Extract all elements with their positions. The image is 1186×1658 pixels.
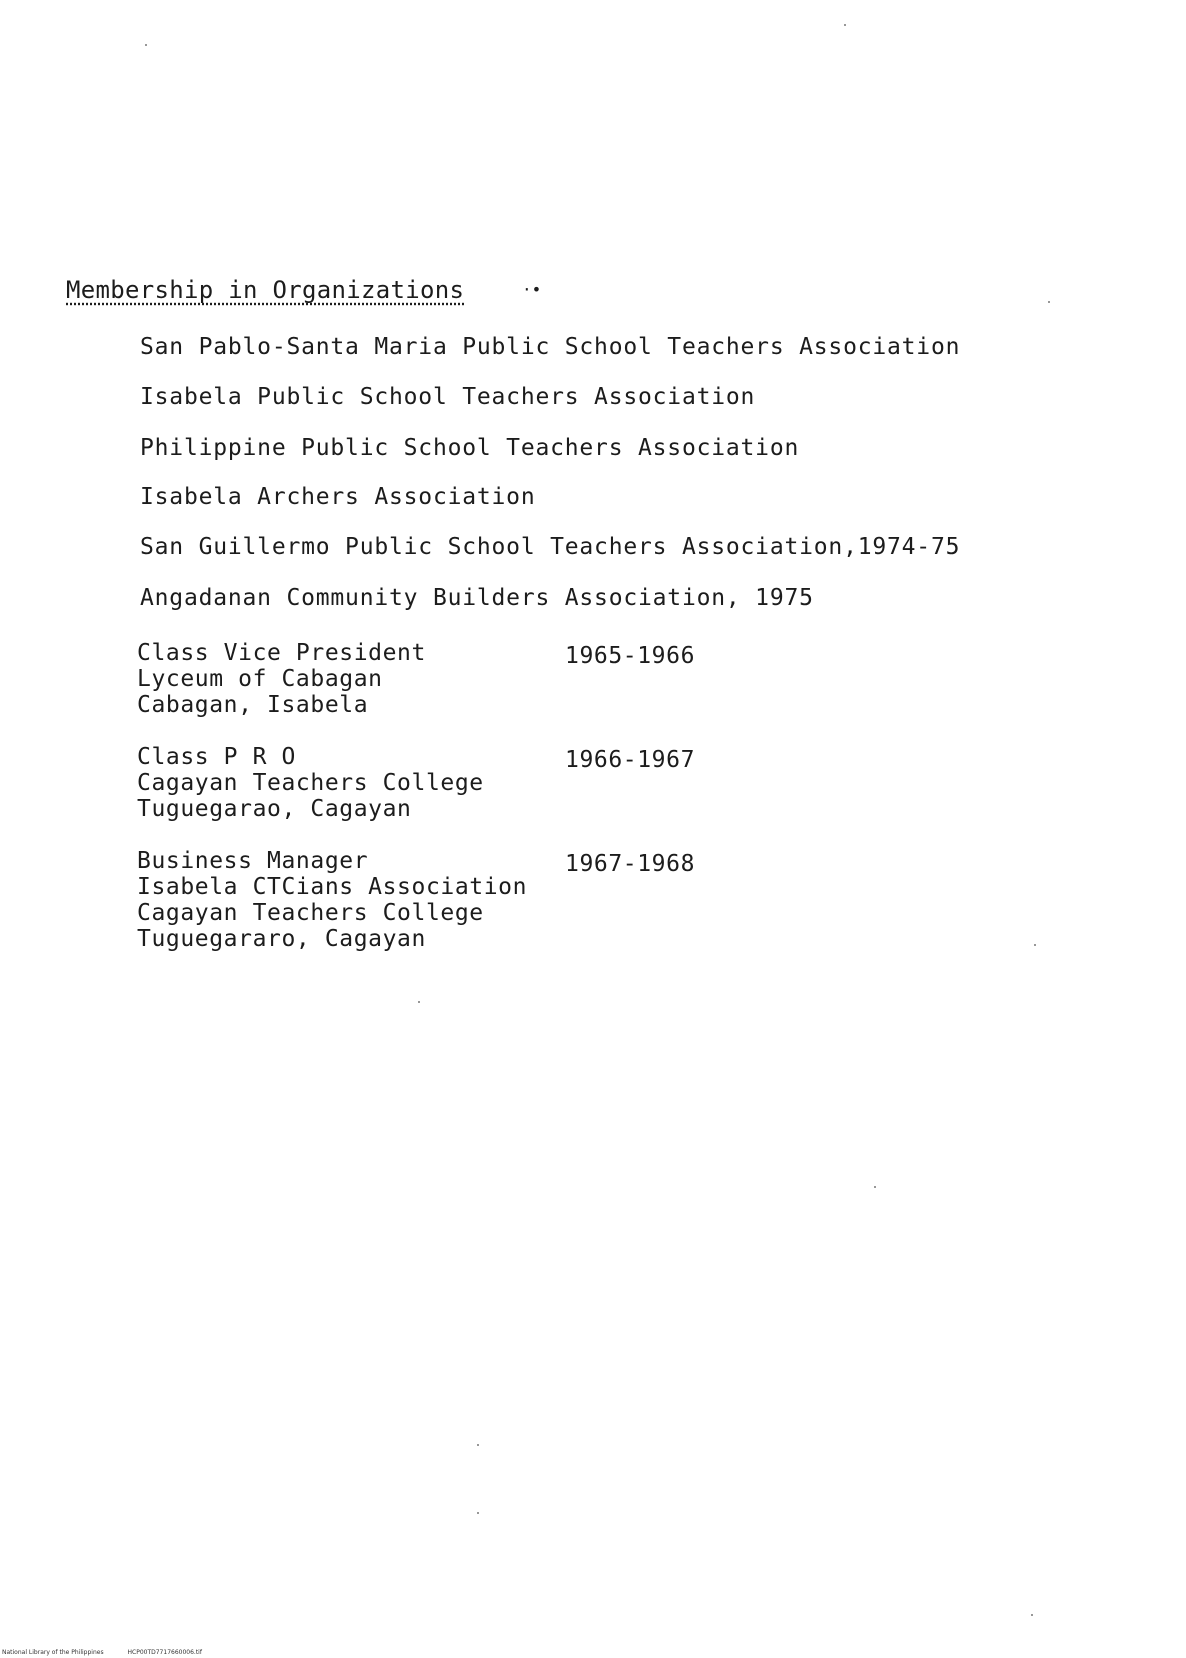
position-detail: Lyceum of Cabagan xyxy=(137,666,383,692)
scan-speck xyxy=(1048,301,1050,303)
section-heading: Membership in Organizations xyxy=(66,276,465,304)
organization-item: San Pablo-Santa Maria Public School Teachers Association xyxy=(140,334,961,360)
position-detail: Cabagan, Isabela xyxy=(137,692,369,718)
position-years: 1965-1966 xyxy=(565,643,696,669)
scan-speck xyxy=(1034,944,1036,946)
scan-speck xyxy=(418,1001,420,1003)
scan-speck xyxy=(1031,1614,1033,1616)
position-entry xyxy=(137,640,426,718)
scan-footer xyxy=(2,1649,224,1656)
scan-speck xyxy=(844,24,846,26)
scan-speck xyxy=(477,1512,479,1514)
footer-file: HCP00TD7717660006.tif xyxy=(127,1649,202,1656)
position-years: 1967-1968 xyxy=(565,851,696,877)
position-detail: Tuguegararo, Cagayan xyxy=(137,926,426,952)
position-detail: Isabela CTCians Association xyxy=(137,874,528,900)
position-detail: Cagayan Teachers College xyxy=(137,770,484,796)
position-title: Class Vice President xyxy=(137,640,426,666)
position-title: Class P R O xyxy=(137,744,296,770)
position-title: Business Manager xyxy=(137,848,369,874)
scan-speck xyxy=(477,1444,479,1446)
position-years: 1966-1967 xyxy=(565,747,696,773)
ink-mark: ·• xyxy=(522,280,542,299)
organization-item: San Guillermo Public School Teachers Association,1974-75 xyxy=(140,534,961,560)
footer-library: National Library of the Philippines xyxy=(2,1649,104,1656)
position-entry xyxy=(137,744,484,822)
organization-item: Angadanan Community Builders Association, 1975 xyxy=(140,585,814,611)
organization-item: Isabela Archers Association xyxy=(140,484,536,510)
organization-item: Philippine Public School Teachers Association xyxy=(140,435,800,461)
position-detail: Cagayan Teachers College xyxy=(137,900,484,926)
position-entry xyxy=(137,848,527,952)
scan-speck xyxy=(145,44,147,46)
scan-speck xyxy=(874,1186,876,1188)
organization-item: Isabela Public School Teachers Association xyxy=(140,384,756,410)
position-detail: Tuguegarao, Cagayan xyxy=(137,796,412,822)
